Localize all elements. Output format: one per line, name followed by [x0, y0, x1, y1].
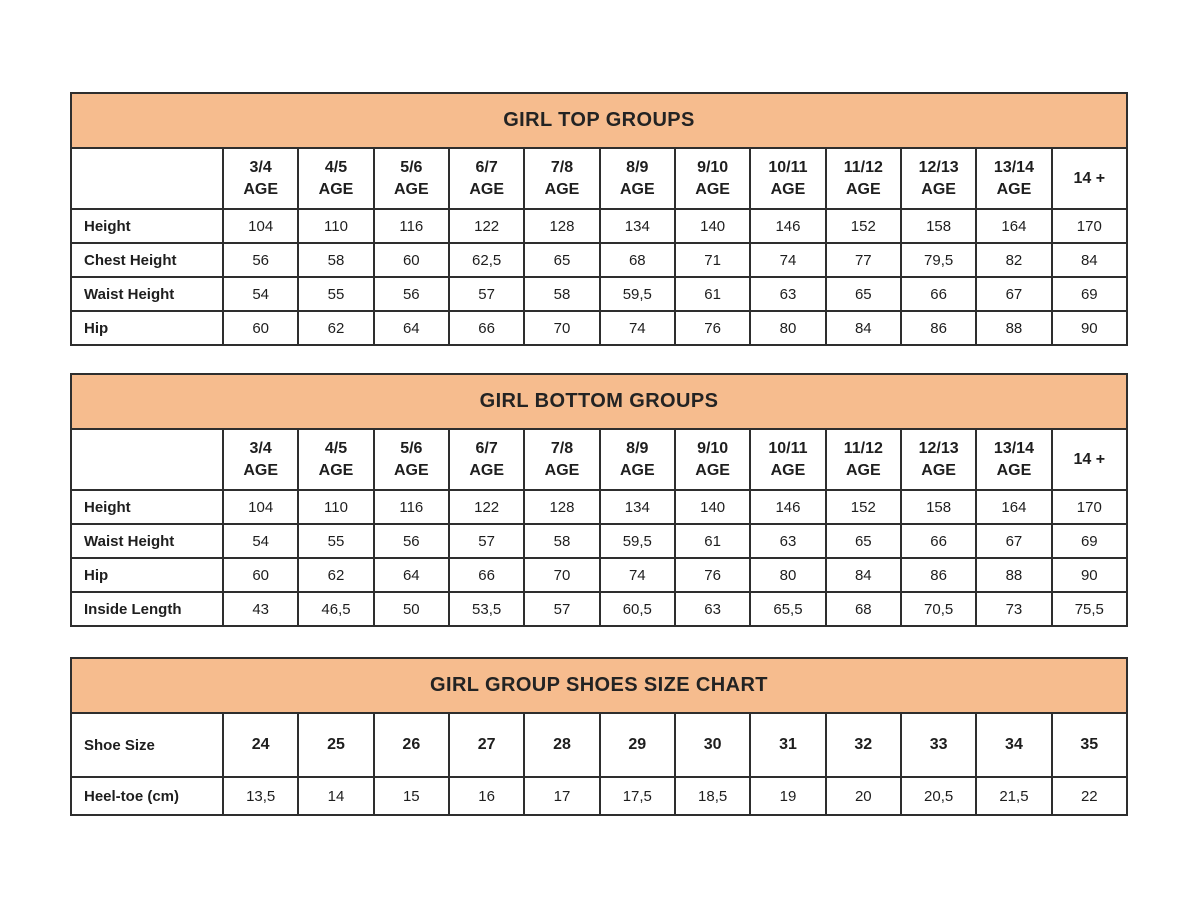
table-row: [71, 592, 1127, 626]
table-cell: 134: [600, 490, 675, 524]
age-column-header: [223, 429, 298, 490]
row-label: Heel-toe (cm): [71, 777, 223, 815]
age-column-header: [298, 148, 373, 209]
age-number: 12/13: [918, 158, 959, 176]
row-label: Hip: [71, 558, 223, 592]
age-word: AGE: [469, 180, 504, 198]
age-word: AGE: [393, 180, 429, 198]
age-word: AGE: [845, 180, 881, 198]
table-cell: 86: [901, 558, 976, 592]
table-cell: 76: [675, 558, 750, 592]
table-row: [71, 209, 1127, 243]
shoe-size-header: 35: [1052, 713, 1127, 777]
table-cell: 62: [298, 558, 373, 592]
table-cell: 13,5: [223, 777, 298, 815]
table-cell: 90: [1052, 311, 1127, 345]
table-cell: 152: [826, 490, 901, 524]
table-cell: 68: [826, 592, 901, 626]
table-cell: 58: [524, 277, 599, 311]
row-label: Hip: [71, 311, 223, 345]
table-title: GIRL BOTTOM GROUPS: [71, 374, 1127, 429]
row-label: Chest Height: [71, 243, 223, 277]
table-cell: 43: [223, 592, 298, 626]
table-cell: 14: [298, 777, 373, 815]
age-column-header: [524, 429, 599, 490]
table-cell: 20,5: [901, 777, 976, 815]
table-cell: 116: [374, 490, 449, 524]
age-number: 10/11: [768, 158, 808, 176]
table-row: [71, 524, 1127, 558]
table-cell: 116: [374, 209, 449, 243]
table-cell: 66: [449, 558, 524, 592]
table-cell: 84: [826, 558, 901, 592]
age-word: AGE: [318, 461, 354, 479]
age-column-header: [524, 148, 599, 209]
table-cell: 82: [976, 243, 1051, 277]
table-cell: 88: [976, 558, 1051, 592]
table-cell: 80: [750, 311, 825, 345]
table-cell: 158: [901, 209, 976, 243]
age-column-header: [223, 148, 298, 209]
shoe-size-header: 26: [374, 713, 449, 777]
age-column-header: [1052, 148, 1127, 209]
table-row: [71, 311, 1127, 345]
age-number: 14 +: [1073, 450, 1106, 468]
table-cell: 60: [223, 311, 298, 345]
table-cell: 104: [223, 490, 298, 524]
age-number: 4/5: [324, 439, 348, 457]
table-cell: 59,5: [600, 277, 675, 311]
age-word: AGE: [921, 180, 956, 198]
table-cell: 63: [750, 277, 825, 311]
table-cell: 66: [901, 277, 976, 311]
corner-cell: [71, 429, 223, 490]
table-cell: 65: [826, 277, 901, 311]
age-word: AGE: [619, 461, 655, 479]
table-cell: 146: [750, 490, 825, 524]
age-word: AGE: [243, 461, 278, 479]
age-word: AGE: [695, 461, 730, 479]
age-number: 8/9: [626, 439, 649, 457]
table-cell: 164: [976, 490, 1051, 524]
table-cell: 76: [675, 311, 750, 345]
table-cell: 56: [374, 277, 449, 311]
table-cell: 75,5: [1052, 592, 1127, 626]
age-number: 10/11: [768, 439, 808, 457]
table-cell: 19: [750, 777, 825, 815]
table-cell: 170: [1052, 209, 1127, 243]
table-cell: 69: [1052, 277, 1127, 311]
row-label: Height: [71, 209, 223, 243]
age-header-row: [71, 148, 1127, 209]
age-column-header: [449, 148, 524, 209]
table-cell: 66: [901, 524, 976, 558]
age-number: 14 +: [1073, 169, 1106, 187]
age-column-header: [449, 429, 524, 490]
table-cell: 58: [524, 524, 599, 558]
age-column-header: [976, 429, 1051, 490]
table-cell: 67: [976, 524, 1051, 558]
age-column-header: [750, 429, 825, 490]
table-cell: 64: [374, 558, 449, 592]
table-cell: 70: [524, 311, 599, 345]
age-word: AGE: [469, 461, 504, 479]
age-number: 13/14: [993, 439, 1034, 457]
table-cell: 86: [901, 311, 976, 345]
age-number: 7/8: [550, 439, 574, 457]
age-number: 9/10: [697, 439, 729, 457]
table-cell: 57: [449, 277, 524, 311]
table-cell: 53,5: [449, 592, 524, 626]
table-cell: 18,5: [675, 777, 750, 815]
age-word: AGE: [544, 180, 580, 198]
table-cell: 20: [826, 777, 901, 815]
row-label: Shoe Size: [71, 713, 223, 777]
shoe-size-header: 27: [449, 713, 524, 777]
shoe-size-header: 30: [675, 713, 750, 777]
age-word: AGE: [770, 180, 806, 198]
table-cell: 21,5: [976, 777, 1051, 815]
table-cell: 84: [1052, 243, 1127, 277]
shoe-size-row: [71, 713, 1127, 777]
table-title: GIRL TOP GROUPS: [71, 93, 1127, 148]
age-column-header: [600, 429, 675, 490]
table-cell: 170: [1052, 490, 1127, 524]
age-column-header: [298, 429, 373, 490]
table-cell: 73: [976, 592, 1051, 626]
table-cell: 65: [524, 243, 599, 277]
age-column-header: [374, 148, 449, 209]
table-cell: 59,5: [600, 524, 675, 558]
table-cell: 56: [223, 243, 298, 277]
table-row: [71, 490, 1127, 524]
age-number: 8/9: [626, 158, 649, 176]
table-cell: 68: [600, 243, 675, 277]
row-label: Height: [71, 490, 223, 524]
shoe-size-header: 29: [600, 713, 675, 777]
table-cell: 64: [374, 311, 449, 345]
age-number: 3/4: [249, 158, 272, 176]
girl-shoes-size-table: [70, 657, 1128, 816]
age-column-header: [600, 148, 675, 209]
girl-bottom-groups-table: [70, 373, 1128, 627]
table-cell: 16: [449, 777, 524, 815]
table-cell: 84: [826, 311, 901, 345]
table-cell: 58: [298, 243, 373, 277]
table-title: GIRL GROUP SHOES SIZE CHART: [71, 658, 1127, 713]
table-row: [71, 777, 1127, 815]
age-number: 11/12: [843, 439, 883, 457]
table-cell: 67: [976, 277, 1051, 311]
table-cell: 152: [826, 209, 901, 243]
age-word: AGE: [318, 180, 354, 198]
table-cell: 60,5: [600, 592, 675, 626]
age-number: 12/13: [918, 439, 959, 457]
table-cell: 56: [374, 524, 449, 558]
row-label: Waist Height: [71, 524, 223, 558]
age-word: AGE: [544, 461, 580, 479]
age-number: 9/10: [697, 158, 729, 176]
table-cell: 128: [524, 209, 599, 243]
table-cell: 63: [750, 524, 825, 558]
table-cell: 61: [675, 524, 750, 558]
table-cell: 57: [449, 524, 524, 558]
table-cell: 122: [449, 209, 524, 243]
age-header-row: [71, 429, 1127, 490]
age-column-header: [901, 429, 976, 490]
age-number: 5/6: [400, 439, 423, 457]
table-cell: 88: [976, 311, 1051, 345]
table-cell: 104: [223, 209, 298, 243]
table-cell: 158: [901, 490, 976, 524]
row-label: Inside Length: [71, 592, 223, 626]
table-cell: 60: [223, 558, 298, 592]
age-word: AGE: [243, 180, 278, 198]
shoe-size-header: 33: [901, 713, 976, 777]
shoe-size-header: 25: [298, 713, 373, 777]
table-cell: 66: [449, 311, 524, 345]
shoe-size-header: 31: [750, 713, 825, 777]
table-cell: 70: [524, 558, 599, 592]
table-cell: 54: [223, 277, 298, 311]
shoe-size-header: 24: [223, 713, 298, 777]
table-cell: 122: [449, 490, 524, 524]
table-row: [71, 243, 1127, 277]
table-cell: 134: [600, 209, 675, 243]
girl-top-groups-table: [70, 92, 1128, 346]
age-word: AGE: [619, 180, 655, 198]
age-column-header: [750, 148, 825, 209]
table-cell: 50: [374, 592, 449, 626]
table-cell: 164: [976, 209, 1051, 243]
age-number: 13/14: [993, 158, 1034, 176]
shoe-size-header: 32: [826, 713, 901, 777]
table-cell: 55: [298, 524, 373, 558]
table-title-band: [71, 658, 1127, 713]
table-cell: 65: [826, 524, 901, 558]
age-number: 7/8: [550, 158, 574, 176]
age-word: AGE: [393, 461, 429, 479]
table-row: [71, 558, 1127, 592]
table-cell: 79,5: [901, 243, 976, 277]
table-cell: 140: [675, 490, 750, 524]
table-cell: 71: [675, 243, 750, 277]
shoe-size-header: 34: [976, 713, 1051, 777]
table-cell: 65,5: [750, 592, 825, 626]
table-cell: 110: [298, 490, 373, 524]
table-title-band: [71, 374, 1127, 429]
age-column-header: [826, 429, 901, 490]
table-cell: 61: [675, 277, 750, 311]
age-number: 5/6: [400, 158, 423, 176]
age-column-header: [1052, 429, 1127, 490]
table-cell: 77: [826, 243, 901, 277]
age-column-header: [675, 429, 750, 490]
table-cell: 17: [524, 777, 599, 815]
age-word: AGE: [996, 461, 1032, 479]
table-cell: 90: [1052, 558, 1127, 592]
age-number: 6/7: [475, 158, 498, 176]
table-cell: 46,5: [298, 592, 373, 626]
table-row: [71, 277, 1127, 311]
table-cell: 62: [298, 311, 373, 345]
table-cell: 62,5: [449, 243, 524, 277]
table-cell: 69: [1052, 524, 1127, 558]
age-column-header: [826, 148, 901, 209]
table-cell: 140: [675, 209, 750, 243]
corner-cell: [71, 148, 223, 209]
table-cell: 55: [298, 277, 373, 311]
age-number: 11/12: [843, 158, 883, 176]
age-column-header: [901, 148, 976, 209]
age-word: AGE: [845, 461, 881, 479]
age-number: 6/7: [475, 439, 498, 457]
table-cell: 63: [675, 592, 750, 626]
table-cell: 60: [374, 243, 449, 277]
table-cell: 146: [750, 209, 825, 243]
row-label: Waist Height: [71, 277, 223, 311]
table-cell: 57: [524, 592, 599, 626]
age-column-header: [976, 148, 1051, 209]
age-column-header: [374, 429, 449, 490]
table-cell: 110: [298, 209, 373, 243]
table-cell: 17,5: [600, 777, 675, 815]
table-cell: 74: [750, 243, 825, 277]
table-cell: 74: [600, 311, 675, 345]
age-word: AGE: [996, 180, 1032, 198]
age-word: AGE: [695, 180, 730, 198]
age-column-header: [675, 148, 750, 209]
table-title-band: [71, 93, 1127, 148]
table-cell: 54: [223, 524, 298, 558]
table-cell: 74: [600, 558, 675, 592]
age-word: AGE: [921, 461, 956, 479]
table-cell: 70,5: [901, 592, 976, 626]
shoe-size-header: 28: [524, 713, 599, 777]
age-number: 4/5: [324, 158, 348, 176]
table-cell: 80: [750, 558, 825, 592]
age-word: AGE: [770, 461, 806, 479]
table-cell: 128: [524, 490, 599, 524]
table-cell: 15: [374, 777, 449, 815]
age-number: 3/4: [249, 439, 272, 457]
table-cell: 22: [1052, 777, 1127, 815]
